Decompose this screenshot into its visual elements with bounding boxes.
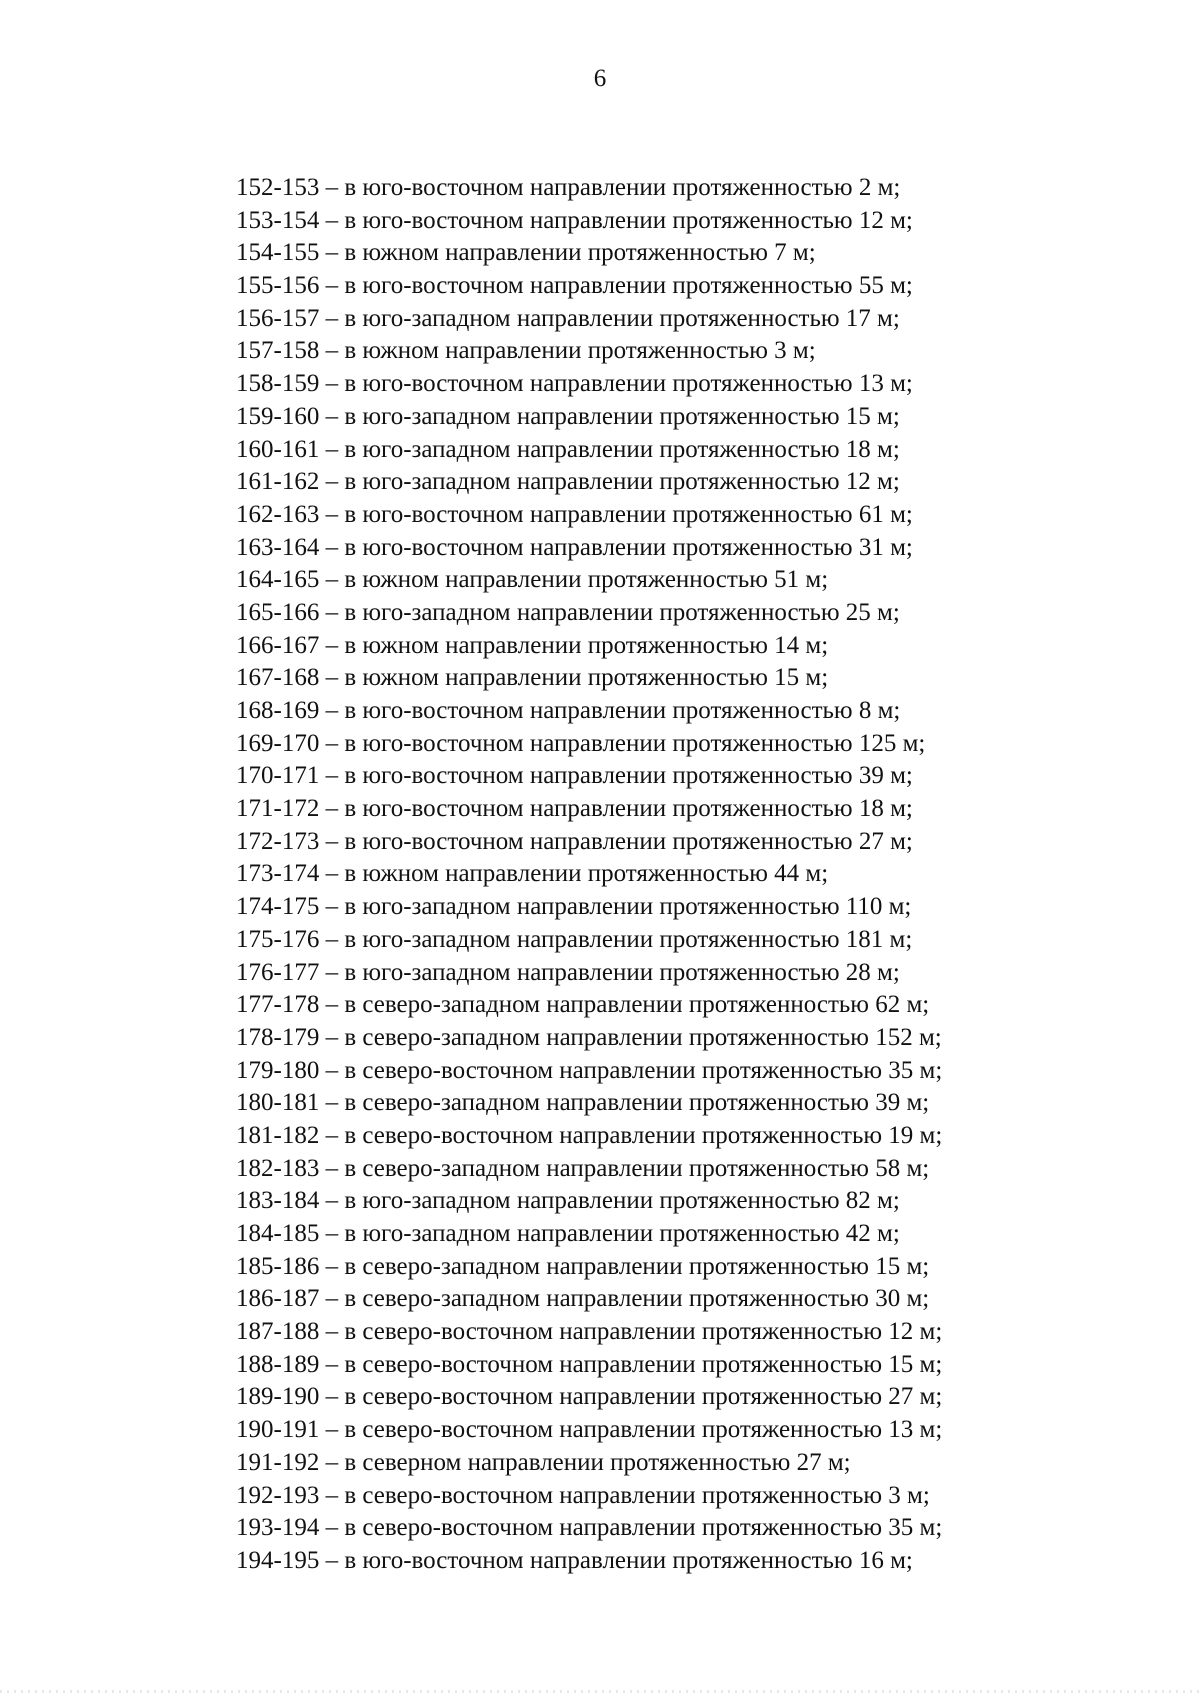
boundary-segment-line: 186-187 – в северо-западном направлении протяженностью 30 м; [236, 1285, 930, 1313]
boundary-segment-line: 158-159 – в юго-восточном направлении протяженностью 13 м; [236, 370, 913, 398]
boundary-segment-line: 168-169 – в юго-восточном направлении протяженностью 8 м; [236, 697, 901, 724]
boundary-segment-line: 175-176 – в юго-западном направлении протяженностью 181 м; [236, 925, 913, 953]
boundary-segment-line: 163-164 – в юго-восточном направлении протяженностью 31 м; [236, 533, 913, 561]
boundary-segment-line: 177-178 – в северо-западном направлении протяженностью 62 м; [236, 991, 930, 1019]
boundary-segment-line: 156-157 – в юго-западном направлении протяженностью 17 м; [236, 304, 900, 332]
boundary-segment-line: 183-184 – в юго-западном направлении протяженностью 82 м; [236, 1187, 900, 1215]
boundary-segment-line: 155-156 – в юго-восточном направлении протяженностью 55 м; [236, 272, 913, 300]
scan-edge-artifact [0, 1690, 1200, 1693]
boundary-segment-line: 191-192 – в северном направлении протяженностью 27 м; [236, 1448, 851, 1476]
boundary-segment-line: 188-189 – в северо-восточном направлении протяженностью 15 м; [236, 1350, 943, 1378]
boundary-segment-line: 167-168 – в южном направлении протяженностью 15 м; [236, 664, 829, 692]
boundary-segment-line: 153-154 – в юго-восточном направлении протяженностью 12 м; [236, 206, 913, 234]
boundary-segment-line: 180-181 – в северо-западном направлении протяженностью 39 м; [236, 1089, 930, 1117]
boundary-segment-line: 193-194 – в северо-восточном направлении протяженностью 35 м; [236, 1514, 943, 1542]
boundary-segment-line: 182-183 – в северо-западном направлении протяженностью 58 м; [236, 1154, 930, 1182]
boundary-segment-line: 185-186 – в северо-западном направлении протяженностью 15 м; [236, 1252, 930, 1280]
boundary-segment-line: 187-188 – в северо-восточном направлении протяженностью 12 м; [236, 1318, 943, 1346]
page-number: 6 [593, 65, 607, 92]
boundary-segment-line: 154-155 – в южном направлении протяженностью 7 м; [236, 239, 816, 267]
boundary-segment-line: 173-174 – в южном направлении протяженностью 44 м; [236, 860, 829, 888]
boundary-segment-line: 152-153 – в юго-восточном направлении протяженностью 2 м; [236, 174, 901, 201]
boundary-segment-line: 161-162 – в юго-западном направлении протяженностью 12 м; [236, 468, 900, 496]
boundary-segment-line: 169-170 – в юго-восточном направлении протяженностью 125 м; [236, 729, 926, 757]
boundary-segment-line: 172-173 – в юго-восточном направлении протяженностью 27 м; [236, 827, 913, 855]
boundary-segment-line: 164-165 – в южном направлении протяженностью 51 м; [236, 566, 829, 594]
boundary-segment-line: 192-193 – в северо-восточном направлении протяженностью 3 м; [236, 1481, 930, 1509]
boundary-segment-line: 170-171 – в юго-восточном направлении протяженностью 39 м; [236, 762, 913, 790]
boundary-segment-line: 160-161 – в юго-западном направлении протяженностью 18 м; [236, 435, 900, 463]
boundary-segment-line: 166-167 – в южном направлении протяженностью 14 м; [236, 631, 829, 659]
boundary-segment-line: 162-163 – в юго-восточном направлении протяженностью 61 м; [236, 500, 913, 528]
boundary-segment-line: 181-182 – в северо-восточном направлении протяженностью 19 м; [236, 1121, 943, 1149]
boundary-segment-line: 190-191 – в северо-восточном направлении протяженностью 13 м; [236, 1416, 943, 1444]
boundary-segment-list [236, 172, 942, 1578]
boundary-segment-line: 176-177 – в юго-западном направлении протяженностью 28 м; [236, 958, 900, 986]
boundary-segment-line: 189-190 – в северо-восточном направлении протяженностью 27 м; [236, 1383, 943, 1411]
boundary-segment-line: 159-160 – в юго-западном направлении протяженностью 15 м; [236, 402, 900, 430]
boundary-segment-line: 194-195 – в юго-восточном направлении протяженностью 16 м; [236, 1546, 913, 1574]
boundary-segment-line: 171-172 – в юго-восточном направлении протяженностью 18 м; [236, 795, 913, 823]
boundary-segment-line: 157-158 – в южном направлении протяженностью 3 м; [236, 337, 816, 365]
boundary-segment-line: 165-166 – в юго-западном направлении протяженностью 25 м; [236, 598, 900, 626]
boundary-segment-line: 178-179 – в северо-западном направлении протяженностью 152 м; [236, 1023, 942, 1051]
boundary-segment-line: 179-180 – в северо-восточном направлении протяженностью 35 м; [236, 1056, 943, 1084]
boundary-segment-line: 174-175 – в юго-западном направлении протяженностью 110 м; [236, 893, 912, 921]
boundary-segment-line: 184-185 – в юго-западном направлении протяженностью 42 м; [236, 1220, 900, 1247]
